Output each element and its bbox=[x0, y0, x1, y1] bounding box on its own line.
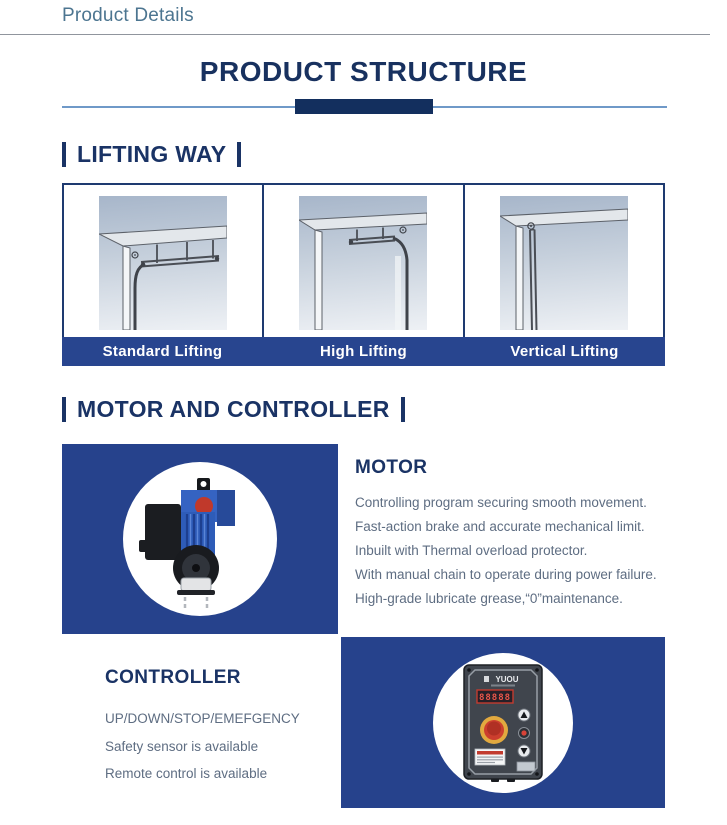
motor-feature: Inbuilt with Thermal overload protector. bbox=[355, 543, 588, 558]
controller-photo-circle bbox=[433, 653, 573, 793]
detail-header bbox=[0, 0, 710, 35]
controller-text-column bbox=[62, 637, 341, 808]
standard-lifting-diagram bbox=[99, 196, 227, 330]
motor-feature-list bbox=[355, 491, 665, 611]
controller-photo-block bbox=[341, 637, 665, 808]
lifting-way-label-bar bbox=[62, 337, 665, 366]
motor-illustration bbox=[125, 464, 275, 614]
motor-text-column bbox=[355, 444, 665, 634]
high-lifting-drawing bbox=[299, 196, 427, 330]
heading-lifting-way bbox=[62, 141, 727, 168]
title-underline-decoration bbox=[60, 99, 667, 114]
heading-pipe-left bbox=[62, 397, 66, 422]
heading-pipe-left bbox=[62, 142, 66, 167]
heading-lifting-way-label: LIFTING WAY bbox=[77, 141, 227, 167]
controller-feature-list bbox=[105, 705, 341, 788]
controller-feature: UP/DOWN/STOP/EMEFGENCY bbox=[105, 711, 300, 726]
motor-photo-circle bbox=[123, 462, 277, 616]
high-lifting-diagram bbox=[299, 196, 427, 330]
lifting-cell-high bbox=[262, 185, 462, 337]
motor-section bbox=[62, 444, 665, 634]
label-vertical-lifting: Vertical Lifting bbox=[510, 343, 619, 360]
heading-pipe-right bbox=[401, 397, 405, 422]
heading-pipe-right bbox=[237, 142, 241, 167]
controller-brand-text: YUOU bbox=[495, 674, 519, 684]
motor-title: MOTOR bbox=[355, 457, 428, 478]
label-high-lifting: High Lifting bbox=[320, 343, 407, 360]
standard-lifting-drawing bbox=[99, 196, 227, 330]
vertical-lifting-drawing bbox=[500, 196, 628, 330]
heading-motor-and-controller bbox=[62, 396, 727, 423]
lifting-way-cells bbox=[62, 183, 665, 337]
controller-feature: Remote control is available bbox=[105, 766, 268, 781]
controller-display-digits: 88888 bbox=[478, 692, 512, 703]
heading-motor-and-controller-label: MOTOR AND CONTROLLER bbox=[77, 396, 390, 422]
tab-product-details[interactable]: Product Details bbox=[62, 5, 194, 26]
lifting-way-table bbox=[62, 183, 665, 366]
section-title-product-structure: PRODUCT STRUCTURE bbox=[199, 56, 528, 87]
indicator-light bbox=[521, 730, 526, 735]
lifting-cell-standard bbox=[64, 185, 262, 337]
underline-thick-bar bbox=[295, 99, 433, 114]
controller-section bbox=[62, 637, 665, 808]
motor-feature: Fast-action brake and accurate mechanical limit. bbox=[355, 519, 645, 534]
motor-feature: High-grade lubricate grease,“0”maintenance. bbox=[355, 591, 623, 606]
motor-photo-block bbox=[62, 444, 338, 634]
emergency-stop-button bbox=[487, 721, 501, 735]
label-standard-lifting: Standard Lifting bbox=[102, 343, 223, 360]
controller-title: CONTROLLER bbox=[105, 667, 241, 688]
vertical-lifting-diagram bbox=[500, 196, 628, 330]
controller-illustration bbox=[461, 663, 545, 783]
motor-feature: With manual chain to operate during power failure. bbox=[355, 567, 657, 582]
controller-feature: Safety sensor is available bbox=[105, 738, 259, 754]
motor-feature: Controlling program securing smooth movement. bbox=[355, 495, 647, 510]
lifting-cell-vertical bbox=[463, 185, 663, 337]
